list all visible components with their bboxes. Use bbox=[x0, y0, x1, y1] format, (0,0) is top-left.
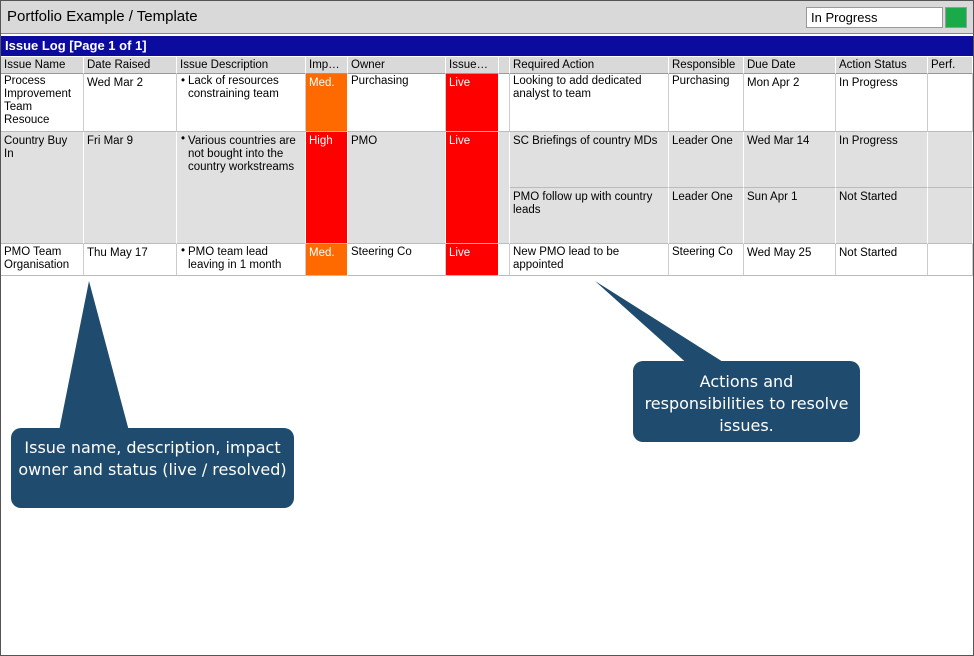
issue-name-cell[interactable]: PMO Team Organisation bbox=[1, 244, 84, 276]
col-header-responsible[interactable]: Responsible bbox=[669, 57, 744, 74]
required-action-cell[interactable]: New PMO lead to be appointed bbox=[510, 244, 669, 276]
responsible-cell[interactable]: Purchasing bbox=[669, 74, 744, 132]
responsible-cell[interactable]: Leader One bbox=[669, 132, 744, 188]
issue-status-badge[interactable]: Live bbox=[446, 244, 499, 276]
impact-badge[interactable]: Med. bbox=[306, 244, 348, 276]
date-raised-cell[interactable]: Wed Mar 2 bbox=[84, 74, 177, 132]
due-date-cell[interactable]: Mon Apr 2 bbox=[744, 74, 836, 132]
col-header-perf[interactable]: Perf. bbox=[928, 57, 973, 74]
col-header-impact[interactable]: Imp… bbox=[306, 57, 348, 74]
due-date-cell[interactable]: Wed Mar 14 bbox=[744, 132, 836, 188]
col-header-issue-description[interactable]: Issue Description bbox=[177, 57, 306, 74]
issue-log-title: Issue Log [Page 1 of 1] bbox=[1, 36, 973, 56]
actions-callout: Actions and responsibilities to resolve issues. bbox=[633, 361, 860, 442]
col-header-owner[interactable]: Owner bbox=[348, 57, 446, 74]
left-callout-pointer bbox=[59, 281, 129, 431]
required-action-cell[interactable]: Looking to add dedicated analyst to team bbox=[510, 74, 669, 132]
issue-name-cell[interactable]: Country Buy In bbox=[1, 132, 84, 244]
owner-cell[interactable]: Purchasing bbox=[348, 74, 446, 132]
due-date-cell[interactable]: Wed May 25 bbox=[744, 244, 836, 276]
action-status-cell[interactable]: In Progress bbox=[836, 74, 928, 132]
col-header-required-action[interactable]: Required Action bbox=[510, 57, 669, 74]
issue-description-cell[interactable]: • Lack of resources constraining team bbox=[177, 74, 306, 132]
impact-badge[interactable]: Med. bbox=[306, 74, 348, 132]
action-status-cell[interactable]: Not Started bbox=[836, 188, 928, 244]
due-date-cell[interactable]: Sun Apr 1 bbox=[744, 188, 836, 244]
responsible-cell[interactable]: Steering Co bbox=[669, 244, 744, 276]
owner-cell[interactable]: Steering Co bbox=[348, 244, 446, 276]
action-status-cell[interactable]: In Progress bbox=[836, 132, 928, 188]
issue-description-cell[interactable]: • PMO team lead leaving in 1 month bbox=[177, 244, 306, 276]
responsible-cell[interactable]: Leader One bbox=[669, 188, 744, 244]
col-header-due-date[interactable]: Due Date bbox=[744, 57, 836, 74]
callout-pointers bbox=[1, 1, 973, 655]
col-header-date-raised[interactable]: Date Raised bbox=[84, 57, 177, 74]
date-raised-cell[interactable]: Fri Mar 9 bbox=[84, 132, 177, 244]
issue-description-cell[interactable]: • Various countries are not bought into the country workstreams bbox=[177, 132, 306, 244]
date-raised-cell[interactable]: Thu May 17 bbox=[84, 244, 177, 276]
issue-status-badge[interactable]: Live bbox=[446, 74, 499, 132]
required-action-cell[interactable]: PMO follow up with country leads bbox=[510, 188, 669, 244]
owner-cell[interactable]: PMO bbox=[348, 132, 446, 244]
impact-badge[interactable]: High bbox=[306, 132, 348, 244]
overall-status-field[interactable]: In Progress bbox=[806, 7, 943, 28]
col-header-issue-name[interactable]: Issue Name bbox=[1, 57, 84, 74]
page-title: Portfolio Example / Template bbox=[7, 8, 198, 25]
right-callout-pointer bbox=[595, 281, 731, 367]
issue-callout: Issue name, description, impact owner and status (live / resolved) bbox=[11, 428, 294, 508]
col-header-action-status[interactable]: Action Status bbox=[836, 57, 928, 74]
issue-name-cell[interactable]: Process Improvement Team Resouce bbox=[1, 74, 84, 132]
issue-status-badge[interactable]: Live bbox=[446, 132, 499, 244]
action-status-cell[interactable]: Not Started bbox=[836, 244, 928, 276]
required-action-cell[interactable]: SC Briefings of country MDs bbox=[510, 132, 669, 188]
col-header-issue-status[interactable]: Issue… bbox=[446, 57, 499, 74]
